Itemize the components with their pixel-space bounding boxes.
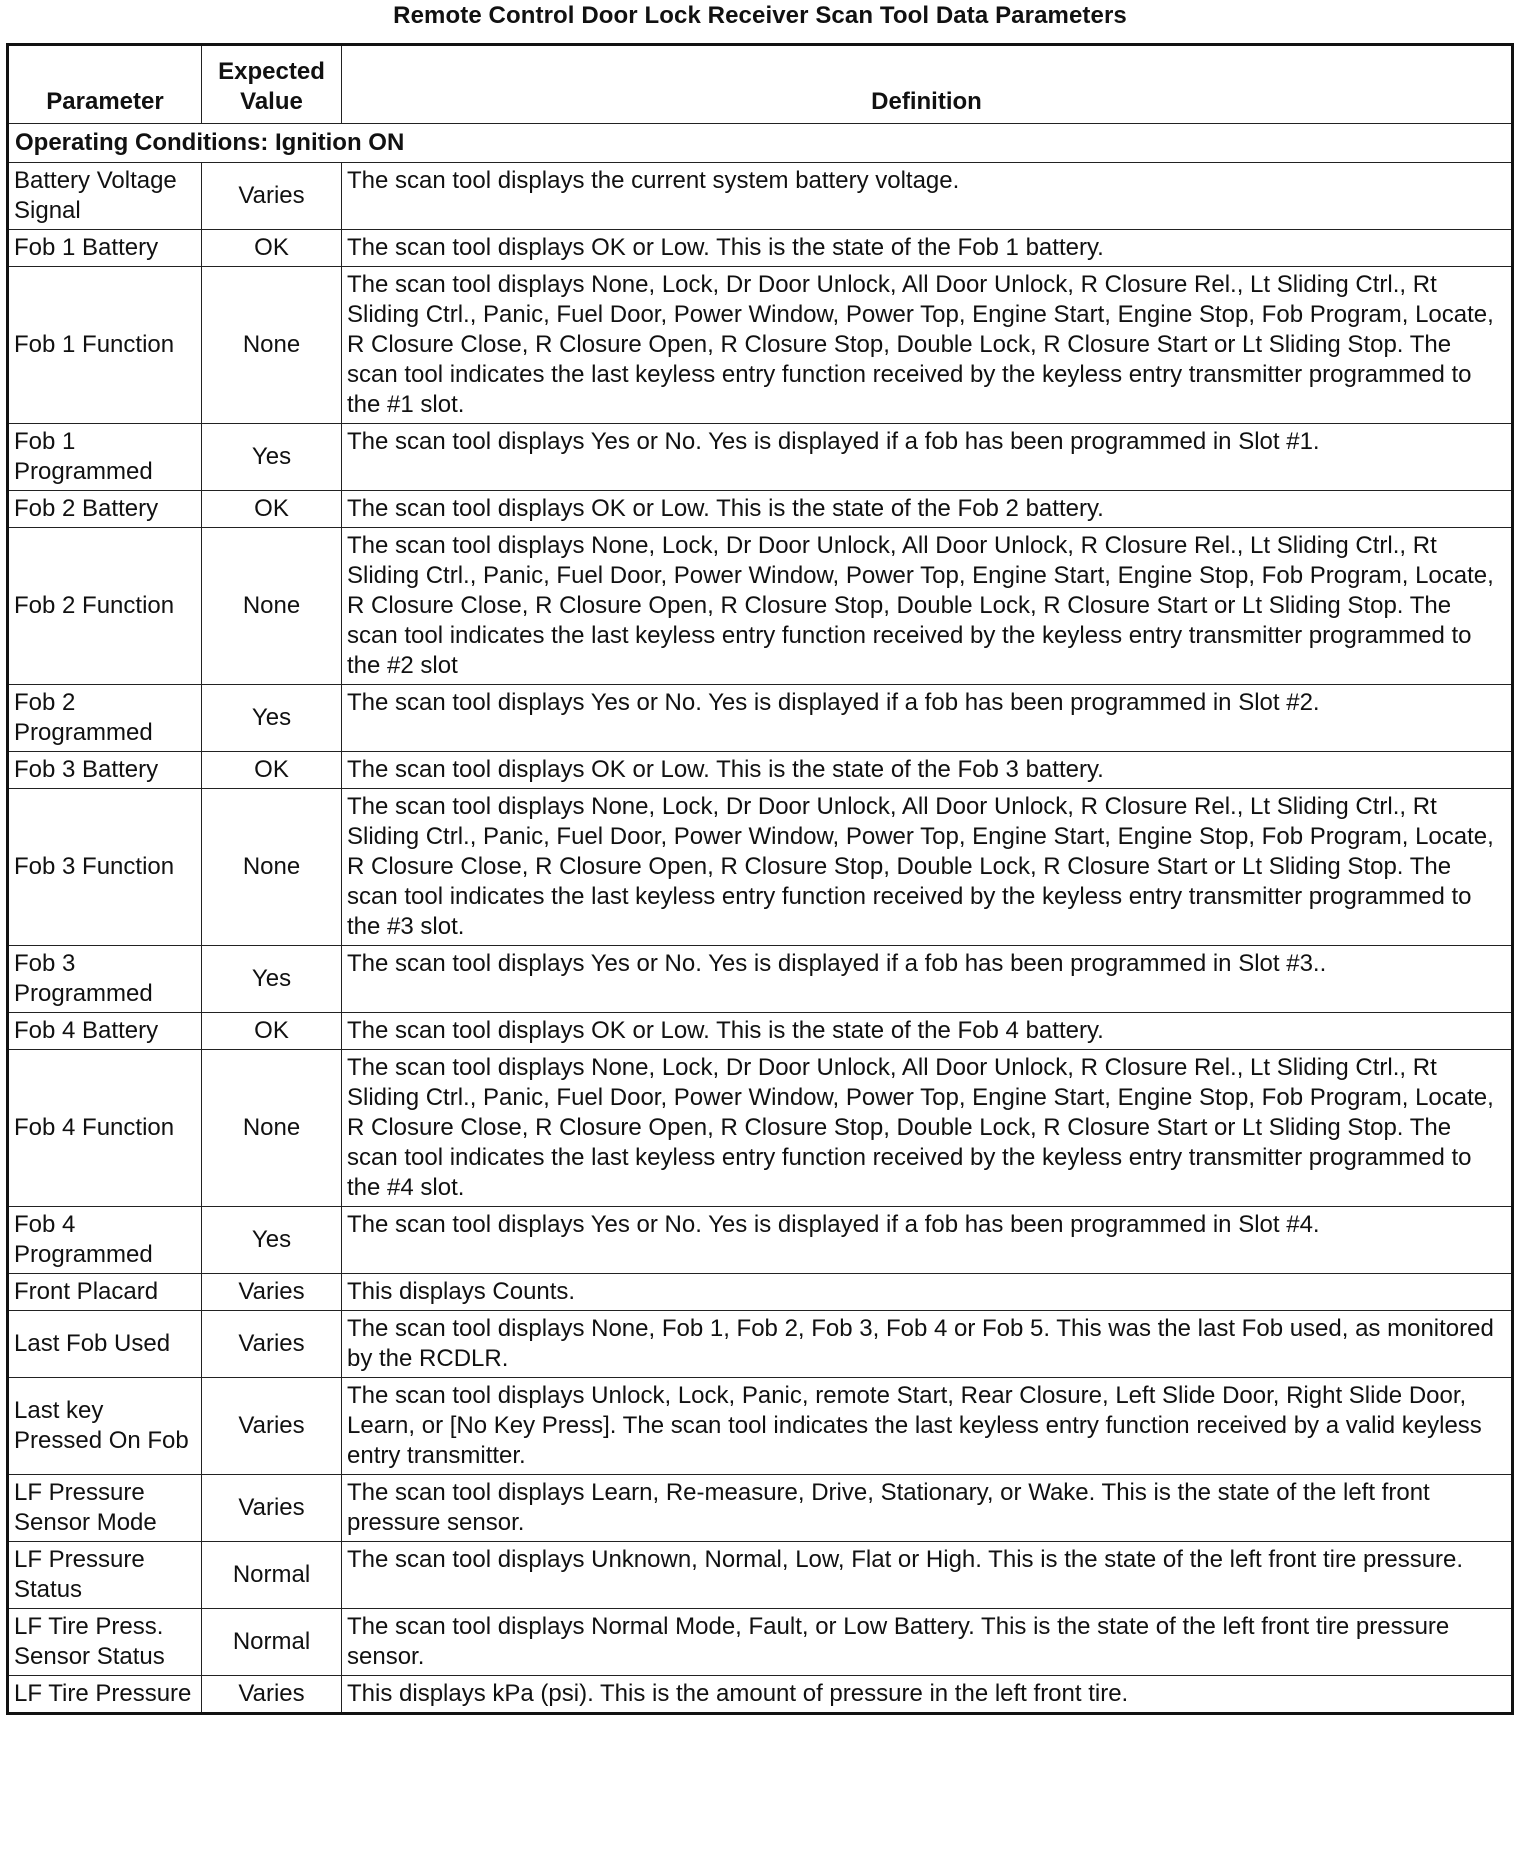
parameter-cell: Fob 2 Battery <box>8 491 202 528</box>
expected-value-cell: OK <box>202 230 342 267</box>
table-body <box>8 124 1513 1714</box>
parameter-cell: LF Tire Press. Sensor Status <box>8 1609 202 1676</box>
parameter-cell: Fob 1 Battery <box>8 230 202 267</box>
table-row <box>8 789 1513 946</box>
expected-value-cell: Yes <box>202 1207 342 1274</box>
expected-value-cell: Normal <box>202 1542 342 1609</box>
definition-cell: The scan tool displays None, Fob 1, Fob 2, Fob 3, Fob 4 or Fob 5. This was the last Fob used, as monitored by the RCDLR. <box>342 1311 1513 1378</box>
definition-cell: The scan tool displays Unlock, Lock, Panic, remote Start, Rear Closure, Left Slide Door, Right Slide Door, Learn, or [No Key Press]. The scan tool indicates the last keyless entry function received by a valid keyless entry transmitter. <box>342 1378 1513 1475</box>
definition-cell: The scan tool displays Yes or No. Yes is displayed if a fob has been programmed in Slot #3.. <box>342 946 1513 1013</box>
table-row <box>8 946 1513 1013</box>
parameter-cell: Front Placard <box>8 1274 202 1311</box>
table-row <box>8 1311 1513 1378</box>
table-row <box>8 267 1513 424</box>
parameter-cell: Fob 3 Programmed <box>8 946 202 1013</box>
definition-cell: The scan tool displays Yes or No. Yes is displayed if a fob has been programmed in Slot #2. <box>342 685 1513 752</box>
expected-value-cell: Normal <box>202 1609 342 1676</box>
table-row <box>8 1676 1513 1714</box>
expected-value-cell: Yes <box>202 685 342 752</box>
expected-value-cell: Yes <box>202 424 342 491</box>
scan-tool-data-table <box>6 43 1514 1715</box>
table-row <box>8 163 1513 230</box>
expected-value-cell: Yes <box>202 946 342 1013</box>
definition-cell: The scan tool displays Yes or No. Yes is displayed if a fob has been programmed in Slot #4. <box>342 1207 1513 1274</box>
table-row <box>8 1013 1513 1050</box>
expected-value-cell: Varies <box>202 1475 342 1542</box>
definition-cell: The scan tool displays Yes or No. Yes is displayed if a fob has been programmed in Slot #1. <box>342 424 1513 491</box>
table-row <box>8 528 1513 685</box>
expected-value-cell: Varies <box>202 163 342 230</box>
parameter-cell: Battery Voltage Signal <box>8 163 202 230</box>
table-row <box>8 1542 1513 1609</box>
expected-value-cell: None <box>202 267 342 424</box>
table-row <box>8 491 1513 528</box>
definition-cell: The scan tool displays None, Lock, Dr Door Unlock, All Door Unlock, R Closure Rel., Lt Sliding Ctrl., Rt Sliding Ctrl., Panic, Fuel Door, Power Window, Power Top, Engine Start, Engine Stop, Fob Program, Locate, R Closure Close, R Closure Open, R Closure Stop, Double Lock, R Closure Start or Lt Sliding Stop. The scan tool indicates the last keyless entry function received by the keyless entry transmitter programmed to the #4 slot. <box>342 1050 1513 1207</box>
parameter-cell: Fob 2 Function <box>8 528 202 685</box>
definition-cell: The scan tool displays None, Lock, Dr Door Unlock, All Door Unlock, R Closure Rel., Lt Sliding Ctrl., Rt Sliding Ctrl., Panic, Fuel Door, Power Window, Power Top, Engine Start, Engine Stop, Fob Program, Locate, R Closure Close, R Closure Open, R Closure Stop, Double Lock, R Closure Start or Lt Sliding Stop. The scan tool indicates the last keyless entry function received by the keyless entry transmitter programmed to the #2 slot <box>342 528 1513 685</box>
table-row <box>8 230 1513 267</box>
table-row <box>8 1378 1513 1475</box>
table-row <box>8 424 1513 491</box>
parameter-cell: Last Fob Used <box>8 1311 202 1378</box>
definition-cell: The scan tool displays None, Lock, Dr Door Unlock, All Door Unlock, R Closure Rel., Lt Sliding Ctrl., Rt Sliding Ctrl., Panic, Fuel Door, Power Window, Power Top, Engine Start, Engine Stop, Fob Program, Locate, R Closure Close, R Closure Open, R Closure Stop, Double Lock, R Closure Start or Lt Sliding Stop. The scan tool indicates the last keyless entry function received by the keyless entry transmitter programmed to the #1 slot. <box>342 267 1513 424</box>
definition-cell: The scan tool displays OK or Low. This is the state of the Fob 1 battery. <box>342 230 1513 267</box>
expected-value-cell: OK <box>202 752 342 789</box>
expected-value-cell: Varies <box>202 1378 342 1475</box>
parameter-cell: Last key Pressed On Fob <box>8 1378 202 1475</box>
expected-value-cell: Varies <box>202 1676 342 1714</box>
definition-cell: The scan tool displays Normal Mode, Fault, or Low Battery. This is the state of the left front tire pressure sensor. <box>342 1609 1513 1676</box>
table-row <box>8 1050 1513 1207</box>
definition-cell: The scan tool displays OK or Low. This is the state of the Fob 4 battery. <box>342 1013 1513 1050</box>
document-title: Remote Control Door Lock Receiver Scan Tool Data Parameters <box>393 2 1127 29</box>
table-header-row <box>8 45 1513 124</box>
expected-value-cell: None <box>202 528 342 685</box>
header-parameter: Parameter <box>8 45 202 124</box>
parameter-cell: Fob 4 Battery <box>8 1013 202 1050</box>
expected-value-cell: OK <box>202 1013 342 1050</box>
expected-value-cell: None <box>202 789 342 946</box>
parameter-cell: LF Tire Pressure <box>8 1676 202 1714</box>
definition-cell: The scan tool displays OK or Low. This is the state of the Fob 2 battery. <box>342 491 1513 528</box>
definition-cell: The scan tool displays the current system battery voltage. <box>342 163 1513 230</box>
parameter-cell: Fob 3 Function <box>8 789 202 946</box>
table-row <box>8 1207 1513 1274</box>
parameter-cell: Fob 2 Programmed <box>8 685 202 752</box>
parameter-cell: LF Pressure Sensor Mode <box>8 1475 202 1542</box>
header-definition: Definition <box>342 45 1513 124</box>
table-row <box>8 1609 1513 1676</box>
expected-value-cell: OK <box>202 491 342 528</box>
expected-value-cell: Varies <box>202 1274 342 1311</box>
parameter-cell: Fob 1 Programmed <box>8 424 202 491</box>
table-row <box>8 685 1513 752</box>
definition-cell: The scan tool displays Unknown, Normal, Low, Flat or High. This is the state of the left front tire pressure. <box>342 1542 1513 1609</box>
table-row <box>8 1274 1513 1311</box>
operating-conditions: Operating Conditions: Ignition ON <box>8 124 1513 163</box>
table-row <box>8 1475 1513 1542</box>
expected-value-cell: Varies <box>202 1311 342 1378</box>
header-expected-value: Expected Value <box>202 45 342 124</box>
parameter-cell: Fob 1 Function <box>8 267 202 424</box>
definition-cell: The scan tool displays Learn, Re-measure, Drive, Stationary, or Wake. This is the state of the left front pressure sensor. <box>342 1475 1513 1542</box>
parameter-cell: Fob 4 Function <box>8 1050 202 1207</box>
definition-cell: The scan tool displays OK or Low. This is the state of the Fob 3 battery. <box>342 752 1513 789</box>
definition-cell: This displays Counts. <box>342 1274 1513 1311</box>
parameter-cell: LF Pressure Status <box>8 1542 202 1609</box>
parameter-cell: Fob 3 Battery <box>8 752 202 789</box>
parameter-cell: Fob 4 Programmed <box>8 1207 202 1274</box>
expected-value-cell: None <box>202 1050 342 1207</box>
definition-cell: This displays kPa (psi). This is the amount of pressure in the left front tire. <box>342 1676 1513 1714</box>
operating-conditions-row <box>8 124 1513 163</box>
table-row <box>8 752 1513 789</box>
definition-cell: The scan tool displays None, Lock, Dr Door Unlock, All Door Unlock, R Closure Rel., Lt Sliding Ctrl., Rt Sliding Ctrl., Panic, Fuel Door, Power Window, Power Top, Engine Start, Engine Stop, Fob Program, Locate, R Closure Close, R Closure Open, R Closure Stop, Double Lock, R Closure Start or Lt Sliding Stop. The scan tool indicates the last keyless entry function received by the keyless entry transmitter programmed to the #3 slot. <box>342 789 1513 946</box>
